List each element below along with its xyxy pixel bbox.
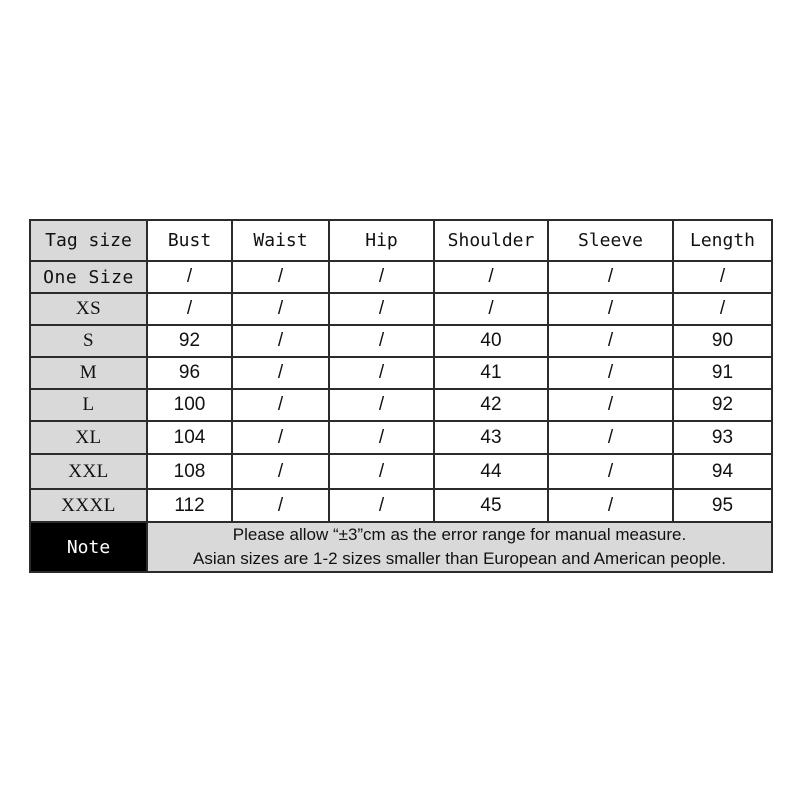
size-label: One Size bbox=[30, 261, 147, 293]
header-shoulder: Shoulder bbox=[434, 220, 548, 261]
bust-cell: / bbox=[147, 261, 232, 293]
size-label: S bbox=[30, 325, 147, 357]
sleeve-cell: / bbox=[548, 261, 673, 293]
waist-cell: / bbox=[232, 454, 329, 489]
hip-cell: / bbox=[329, 489, 434, 522]
sleeve-cell: / bbox=[548, 293, 673, 325]
table-row bbox=[30, 489, 772, 522]
header-length: Length bbox=[673, 220, 772, 261]
hip-cell: / bbox=[329, 389, 434, 421]
note-row bbox=[30, 522, 772, 572]
table-row bbox=[30, 325, 772, 357]
size-label: L bbox=[30, 389, 147, 421]
note-line-error-range: Please allow “±3”cm as the error range for manual measure. bbox=[232, 525, 687, 544]
bust-cell: 104 bbox=[147, 421, 232, 454]
table-row bbox=[30, 357, 772, 389]
sleeve-cell: / bbox=[548, 325, 673, 357]
size-label: M bbox=[30, 357, 147, 389]
table-row bbox=[30, 421, 772, 454]
sleeve-cell: / bbox=[548, 489, 673, 522]
size-label: XL bbox=[30, 421, 147, 454]
length-cell: 93 bbox=[673, 421, 772, 454]
waist-cell: / bbox=[232, 261, 329, 293]
sleeve-cell: / bbox=[548, 454, 673, 489]
table-row bbox=[30, 293, 772, 325]
bust-cell: / bbox=[147, 293, 232, 325]
length-cell: / bbox=[673, 293, 772, 325]
waist-cell: / bbox=[232, 489, 329, 522]
sleeve-cell: / bbox=[548, 421, 673, 454]
hip-cell: / bbox=[329, 293, 434, 325]
table-row bbox=[30, 454, 772, 489]
length-cell: 92 bbox=[673, 389, 772, 421]
length-cell: 90 bbox=[673, 325, 772, 357]
header-waist: Waist bbox=[232, 220, 329, 261]
shoulder-cell: / bbox=[434, 261, 548, 293]
shoulder-cell: 40 bbox=[434, 325, 548, 357]
header-bust: Bust bbox=[147, 220, 232, 261]
sleeve-cell: / bbox=[548, 389, 673, 421]
size-label: XXXL bbox=[30, 489, 147, 522]
table-row bbox=[30, 261, 772, 293]
hip-cell: / bbox=[329, 325, 434, 357]
bust-cell: 112 bbox=[147, 489, 232, 522]
shoulder-cell: 45 bbox=[434, 489, 548, 522]
waist-cell: / bbox=[232, 421, 329, 454]
length-cell: / bbox=[673, 261, 772, 293]
length-cell: 95 bbox=[673, 489, 772, 522]
hip-cell: / bbox=[329, 454, 434, 489]
note-text bbox=[147, 522, 772, 572]
hip-cell: / bbox=[329, 261, 434, 293]
table-row bbox=[30, 389, 772, 421]
shoulder-cell: 41 bbox=[434, 357, 548, 389]
shoulder-cell: / bbox=[434, 293, 548, 325]
sleeve-cell: / bbox=[548, 357, 673, 389]
size-label: XXL bbox=[30, 454, 147, 489]
length-cell: 91 bbox=[673, 357, 772, 389]
shoulder-cell: 42 bbox=[434, 389, 548, 421]
shoulder-cell: 44 bbox=[434, 454, 548, 489]
bust-cell: 100 bbox=[147, 389, 232, 421]
bust-cell: 108 bbox=[147, 454, 232, 489]
header-hip: Hip bbox=[329, 220, 434, 261]
hip-cell: / bbox=[329, 421, 434, 454]
note-line-asian-sizes: Asian sizes are 1-2 sizes smaller than European and American people. bbox=[193, 549, 726, 568]
waist-cell: / bbox=[232, 293, 329, 325]
bust-cell: 96 bbox=[147, 357, 232, 389]
table-header-row bbox=[30, 220, 772, 261]
size-chart-table bbox=[29, 219, 773, 573]
bust-cell: 92 bbox=[147, 325, 232, 357]
header-sleeve: Sleeve bbox=[548, 220, 673, 261]
waist-cell: / bbox=[232, 389, 329, 421]
length-cell: 94 bbox=[673, 454, 772, 489]
waist-cell: / bbox=[232, 357, 329, 389]
waist-cell: / bbox=[232, 325, 329, 357]
hip-cell: / bbox=[329, 357, 434, 389]
note-label: Note bbox=[30, 522, 147, 572]
size-label: XS bbox=[30, 293, 147, 325]
shoulder-cell: 43 bbox=[434, 421, 548, 454]
header-tag-size: Tag size bbox=[30, 220, 147, 261]
